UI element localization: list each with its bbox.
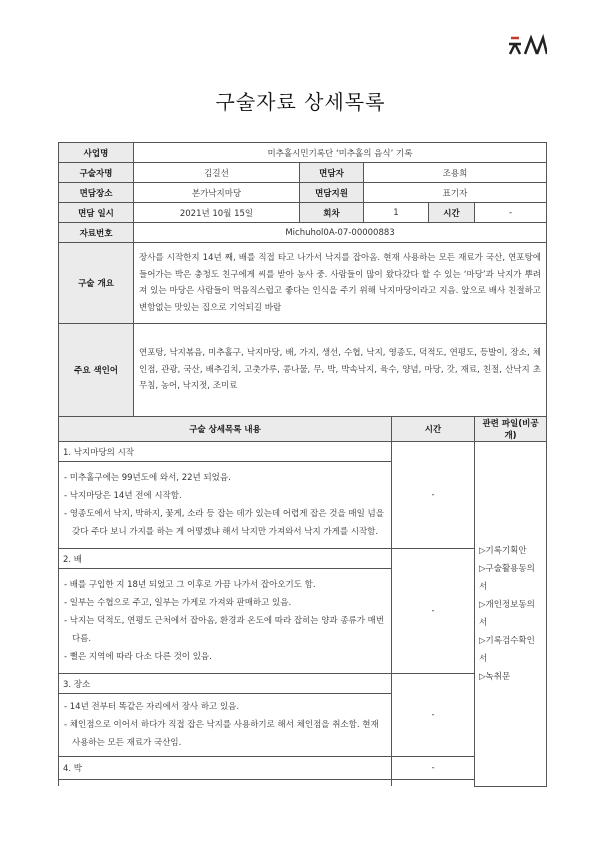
session-label: 회차 (300, 203, 364, 223)
section-body (59, 780, 392, 787)
time-label: 시간 (429, 203, 475, 223)
section-time: - (392, 674, 475, 757)
page-title: 구술자료 상세목록 (215, 90, 386, 114)
id-label: 자료번호 (59, 223, 134, 243)
oral-history-table (58, 142, 547, 787)
list-item: - 영종도에서 낙지, 박하지, 꽃게, 소라 등 잡는 데가 있는데 어렵게 잡은 것을 매일 넘을 갖다 주다 보니 가지를 하는 게 어떻겠냐 해서 낙지만 가져와서 낙지 가게를 시작함. (64, 509, 384, 537)
summary-value: 장사를 시작한지 14년 째, 배를 직접 타고 나가서 낙지를 잡아옴. 현재 사용하는 모든 재료가 국산, 연포탕에 들어가는 박은 충청도 친구에게 씨를 받아 농사 중. 사람들이 많이 왔다갔다 할 수 있는 ‘마당’과 낙지가 뿌려져 있는 마당은 사람들이 먹음직스럽고 좋다는 인식을 주기 위해 낙지마당이라고 지음. 앞으로 배사 친절하고 변함없는 맛있는 집으로 기억되길 바람 (134, 243, 547, 324)
section-title: 2. 배 (59, 549, 392, 569)
time-value: - (475, 203, 547, 223)
section-title: 1. 낙지마당의 시작 (59, 442, 392, 462)
archive-logo-icon (507, 34, 547, 56)
detail-files-header: 관련 파일(비공개) (475, 417, 547, 442)
section-2-title-row (59, 549, 547, 569)
related-files-cell (475, 442, 547, 787)
list-item: - 체인점으로 이어서 하다가 직접 잡은 낙지를 사용하기로 해서 체인점을 취소함. 현재 사용하는 모든 재료가 국산임. (64, 720, 379, 748)
file-item: ▷기록검수확인서 (479, 635, 535, 664)
list-item: - 뻘은 지역에 따라 다소 다른 것이 있음. (64, 652, 212, 662)
place-row (59, 183, 547, 203)
detail-content-header: 구술 상세목록 내용 (59, 417, 392, 442)
section-3-title-row (59, 674, 547, 694)
section-time: - (392, 442, 475, 549)
section-body (59, 694, 392, 757)
date-row (59, 203, 547, 223)
section-title: 3. 장소 (59, 674, 392, 694)
file-item: ▷녹취문 (479, 671, 511, 682)
project-row (59, 143, 547, 163)
id-value: Michuhol0A-07-00000883 (134, 223, 547, 243)
session-value: 1 (364, 203, 429, 223)
section-4-title-row (59, 757, 547, 780)
interviewer-value: 조용희 (364, 163, 547, 183)
section-body (59, 569, 392, 674)
section-body (59, 462, 392, 549)
place-label: 면담장소 (59, 183, 134, 203)
summary-label: 구술 개요 (59, 243, 134, 324)
section-time: - (392, 757, 475, 780)
project-label: 사업명 (59, 143, 134, 163)
assistant-label: 면담지원 (300, 183, 364, 203)
list-item: - 일부는 수협으로 주고, 일부는 가게로 가져와 판매하고 있음. (64, 598, 292, 608)
section-title: 4. 박 (59, 757, 392, 780)
file-item: ▷개인정보동의서 (479, 599, 535, 628)
file-item: ▷구술활용동의서 (479, 563, 535, 592)
summary-row (59, 243, 547, 324)
section-1-title-row (59, 442, 547, 462)
list-item: - 낙지는 덕적도, 연평도 근처에서 잡아옴, 환경과 온도에 따라 잡히는 양과 종류가 매번 다름. (64, 616, 385, 644)
date-value: 2021년 10월 15일 (134, 203, 300, 223)
index-row (59, 324, 547, 417)
list-item: - 14년 전부터 똑같은 자리에서 장사 하고 있음. (64, 702, 240, 712)
id-row (59, 223, 547, 243)
list-item: - 배를 구입한 지 18년 되었고 그 이후로 가끔 나가서 잡아오기도 함. (64, 580, 316, 590)
index-label: 주요 색인어 (59, 324, 134, 417)
place-value: 본가낙지마당 (134, 183, 300, 203)
interviewer-label: 면담자 (300, 163, 364, 183)
detail-time-header: 시간 (392, 417, 475, 442)
section-time-spacer (392, 780, 475, 787)
narrator-row (59, 163, 547, 183)
narrator-label: 구술자명 (59, 163, 134, 183)
section-time: - (392, 549, 475, 674)
project-value: 미추홀시민기록단 ‘미추홀의 음식’ 기록 (134, 143, 547, 163)
date-label: 면담 일시 (59, 203, 134, 223)
list-item: - 미추홀구에는 99년도에 와서, 22년 되었음. (64, 473, 231, 483)
narrator-value: 김길선 (134, 163, 300, 183)
index-value: 연포탕, 낙지볶음, 미추홀구, 낙지마당, 배, 가지, 생선, 수협, 낙지, 영종도, 덕적도, 연평도, 등발이, 장소, 체인점, 관광, 국산, 배추김치, 고춧가루, 콩나물, 무, 박, 박속낙지, 육수, 양념, 마당, 갓, 재료, 친절, 산낙지 초무침, 농어, 낙지젓, 조미료 (134, 324, 547, 417)
list-item: - 낙지마당은 14년 전에 시작함. (64, 491, 182, 501)
file-item: ▷기록기획안 (479, 545, 527, 556)
assistant-value: 표기자 (364, 183, 547, 203)
detail-header-row (59, 417, 547, 442)
section-4-body-row (59, 780, 547, 787)
